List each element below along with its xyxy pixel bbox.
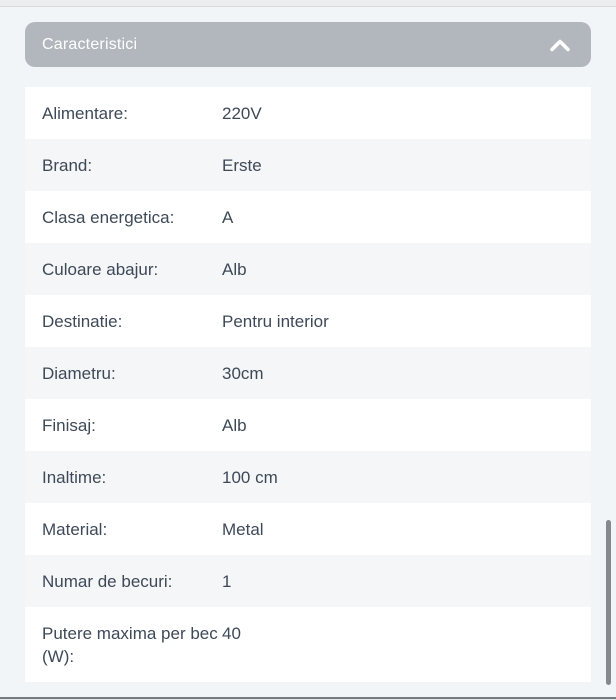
row-label: Diametru: bbox=[42, 363, 116, 383]
table-row bbox=[25, 451, 591, 503]
row-label: Brand: bbox=[42, 155, 93, 175]
table-row bbox=[25, 555, 591, 607]
table-row bbox=[25, 347, 591, 399]
row-value: Alb bbox=[222, 415, 247, 435]
table-row bbox=[25, 87, 591, 139]
row-label: Finisaj: bbox=[42, 415, 96, 435]
row-label: Putere maxima per bec (W): bbox=[42, 623, 218, 666]
row-value: 40 bbox=[222, 623, 241, 643]
row-value: 220V bbox=[222, 103, 262, 123]
row-value: 30cm bbox=[222, 363, 264, 383]
characteristics-accordion-header[interactable] bbox=[25, 22, 591, 67]
table-row bbox=[25, 243, 591, 295]
row-label: Culoare abajur: bbox=[42, 259, 159, 279]
row-label: Clasa energetica: bbox=[42, 207, 175, 227]
table-row bbox=[25, 503, 591, 555]
table-row bbox=[25, 399, 591, 451]
row-label: Material: bbox=[42, 519, 108, 539]
chevron-up-icon[interactable] bbox=[549, 38, 571, 52]
scrollbar-thumb[interactable] bbox=[606, 520, 611, 685]
row-label: Numar de becuri: bbox=[42, 571, 173, 591]
table-row bbox=[25, 607, 591, 682]
accordion-title: Caracteristici bbox=[42, 35, 138, 53]
row-value: A bbox=[222, 207, 234, 227]
row-value: 1 bbox=[222, 571, 232, 591]
table-row bbox=[25, 191, 591, 243]
top-divider bbox=[0, 0, 616, 7]
row-value: 100 cm bbox=[222, 467, 278, 487]
row-value: Metal bbox=[222, 519, 264, 539]
table-row bbox=[25, 295, 591, 347]
row-label: Inaltime: bbox=[42, 467, 107, 487]
row-value: Erste bbox=[222, 155, 262, 175]
row-label: Alimentare: bbox=[42, 103, 128, 123]
row-label: Destinatie: bbox=[42, 311, 123, 331]
row-value: Pentru interior bbox=[222, 311, 329, 331]
table-row bbox=[25, 139, 591, 191]
row-value: Alb bbox=[222, 259, 247, 279]
characteristics-table bbox=[25, 87, 591, 682]
